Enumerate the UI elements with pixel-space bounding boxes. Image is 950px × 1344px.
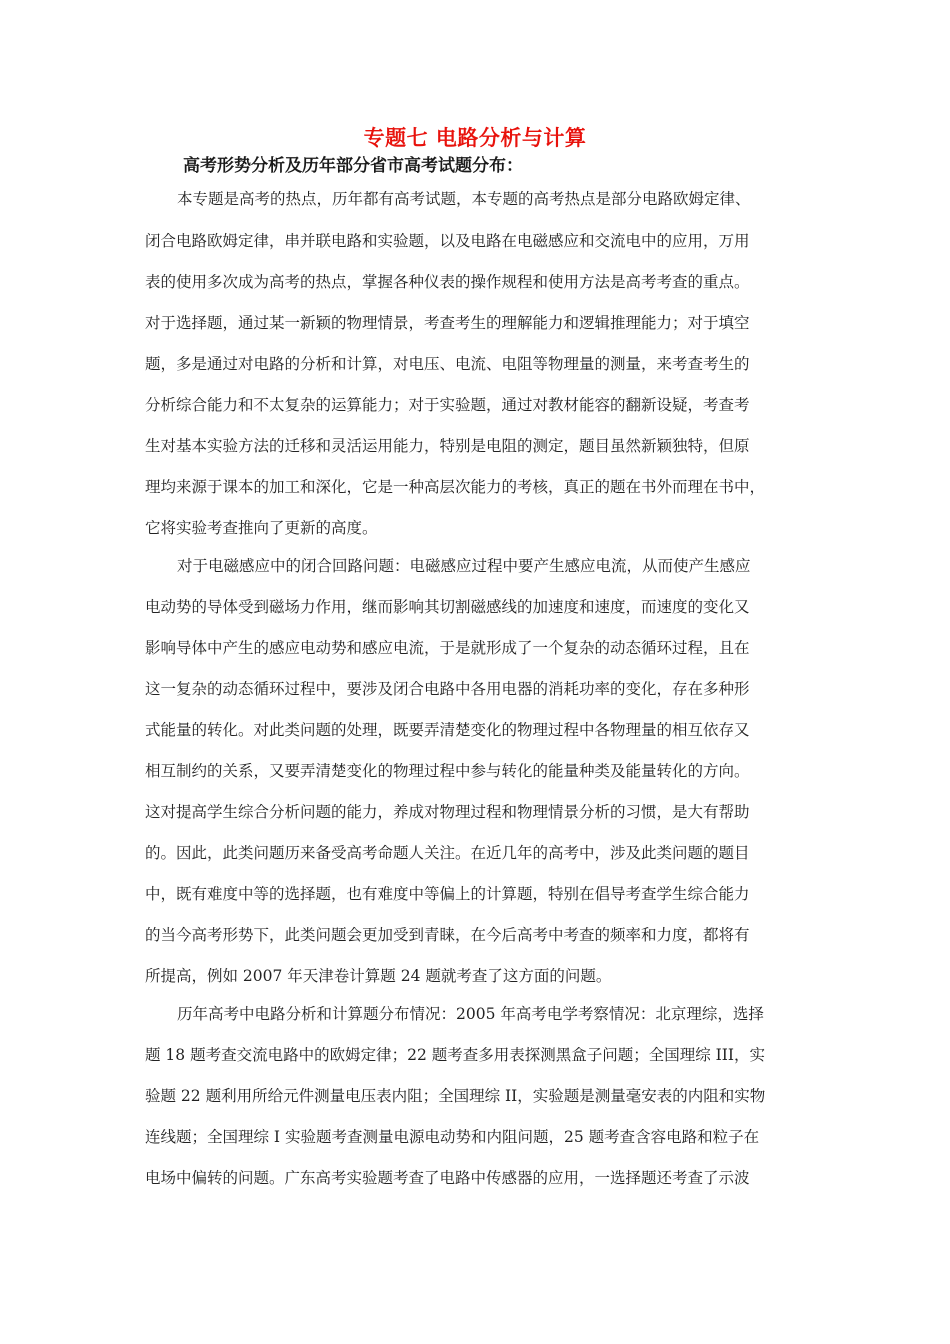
paragraph-1-line-9: 它将实验考查推向了更新的高度。	[145, 519, 378, 537]
paragraph-2-line-10: 的当今高考形势下，此类问题会更加受到青睐，在今后高考中考查的频率和力度，都将有	[145, 926, 750, 944]
document-title: 专题七 电路分析与计算	[363, 126, 587, 150]
paragraph-2-line-6: 相互制约的关系，又要弄清楚变化的物理过程中参与转化的能量种类及能量转化的方向。	[145, 762, 750, 780]
paragraph-2-line-2: 电动势的导体受到磁场力作用，继而影响其切割磁感线的加速度和速度，而速度的变化又	[145, 598, 750, 616]
section-heading: 高考形势分析及历年部分省市高考试题分布：	[183, 156, 523, 176]
paragraph-2-line-1: 对于电磁感应中的闭合回路问题：电磁感应过程中要产生感应电流，从而使产生感应	[177, 557, 751, 575]
paragraph-3-line-1: 历年高考中电路分析和计算题分布情况：2005 年高考电学考察情况：北京理综，选择	[177, 1005, 764, 1023]
paragraph-2-line-8: 的。因此，此类问题历来备受高考命题人关注。在近几年的高考中，涉及此类问题的题目	[145, 844, 750, 862]
paragraph-2-line-5: 式能量的转化。对此类问题的处理，既要弄清楚变化的物理过程中各物理量的相互依存又	[145, 721, 750, 739]
paragraph-1-line-6: 分析综合能力和不太复杂的运算能力；对于实验题，通过对教材能容的翻新设疑，考查考	[145, 396, 750, 414]
paragraph-1-line-1: 本专题是高考的热点，历年都有高考试题，本专题的高考热点是部分电路欧姆定律、	[177, 190, 751, 208]
paragraph-1-line-7: 生对基本实验方法的迁移和灵活运用能力，特别是电阻的测定，题目虽然新颖独特，但原	[145, 437, 750, 455]
paragraph-3-line-2: 题 18 题考查交流电路中的欧姆定律；22 题考查多用表探测黑盒子问题；全国理综 III，实	[145, 1046, 766, 1064]
paragraph-3-line-5: 电场中偏转的问题。广东高考实验题考查了电路中传感器的应用，一选择题还考查了示波	[145, 1169, 750, 1187]
paragraph-2-line-7: 这对提高学生综合分析问题的能力，养成对物理过程和物理情景分析的习惯，是大有帮助	[145, 803, 750, 821]
paragraph-2-line-3: 影响导体中产生的感应电动势和感应电流，于是就形成了一个复杂的动态循环过程，且在	[145, 639, 750, 657]
paragraph-2-line-9: 中，既有难度中等的选择题，也有难度中等偏上的计算题，特别在倡导考查学生综合能力	[145, 885, 750, 903]
paragraph-1-line-5: 题，多是通过对电路的分析和计算，对电压、电流、电阻等物理量的测量，来考查考生的	[145, 355, 750, 373]
paragraph-1-line-3: 表的使用多次成为高考的热点，掌握各种仪表的操作规程和使用方法是高考考查的重点。	[145, 273, 750, 291]
paragraph-1-line-4: 对于选择题，通过某一新颖的物理情景，考查考生的理解能力和逻辑推理能力；对于填空	[145, 314, 750, 332]
paragraph-1-line-8: 理均来源于课本的加工和深化，它是一种高层次能力的考核，真正的题在书外而理在书中，	[145, 478, 766, 496]
paragraph-3-line-3: 验题 22 题利用所给元件测量电压表内阻；全国理综 II，实验题是测量毫安表的内阻和实物	[145, 1087, 766, 1105]
paragraph-2-line-4: 这一复杂的动态循环过程中，要涉及闭合电路中各用电器的消耗功率的变化，存在多种形	[145, 680, 750, 698]
paragraph-2-line-11: 所提高，例如 2007 年天津卷计算题 24 题就考查了这方面的问题。	[145, 967, 612, 985]
paragraph-3-line-4: 连线题；全国理综 I 实验题考查测量电源电动势和内阻问题，25 题考查含容电路和粒子在	[145, 1128, 760, 1146]
paragraph-1-line-2: 闭合电路欧姆定律，串并联电路和实验题，以及电路在电磁感应和交流电中的应用，万用	[145, 232, 750, 250]
